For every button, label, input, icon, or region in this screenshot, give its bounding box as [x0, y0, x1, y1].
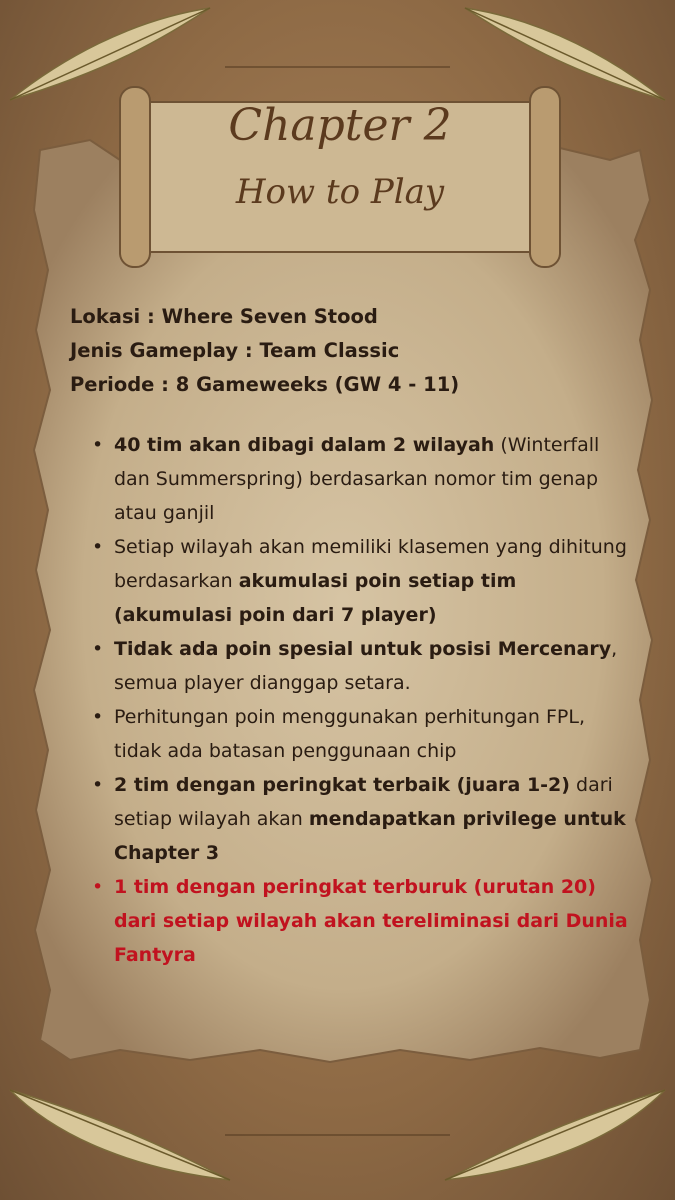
meta-block: [70, 300, 630, 402]
list-item: • Tidak ada poin spesial untuk posisi Mercenary, semua player dianggap setara.: [92, 632, 632, 700]
list-item: • Perhitungan poin menggunakan perhitungan FPL, tidak ada batasan penggunaan chip: [92, 700, 632, 768]
meta-period: Periode : 8 Gameweeks (GW 4 - 11): [70, 373, 460, 396]
rules-list: [92, 428, 632, 972]
bullet-icon: •: [92, 434, 104, 456]
bullet-icon: •: [92, 706, 104, 728]
bullet-icon: •: [92, 876, 104, 898]
chapter-title: Chapter 2: [228, 100, 452, 151]
bullet-icon: •: [92, 536, 104, 558]
list-item-elimination: • 1 tim dengan peringkat terburuk (urutan 20) dari setiap wilayah akan tereliminasi dari Dunia Fantyra: [92, 870, 632, 972]
list-item: • 40 tim akan dibagi dalam 2 wilayah (Winterfall dan Summerspring) berdasarkan nomor tim genap atau ganjil: [92, 428, 632, 530]
meta-gameplay: Jenis Gameplay : Team Classic: [70, 339, 400, 362]
chapter-subtitle: How to Play: [235, 172, 445, 212]
meta-location: Lokasi : Where Seven Stood: [70, 305, 378, 328]
bullet-icon: •: [92, 638, 104, 660]
list-item: • 2 tim dengan peringkat terbaik (juara 1-2) dari setiap wilayah akan mendapatkan privilege untuk Chapter 3: [92, 768, 632, 870]
list-item: • Setiap wilayah akan memiliki klasemen yang dihitung berdasarkan akumulasi poin setiap tim (akumulasi poin dari 7 player): [92, 530, 632, 632]
bullet-icon: •: [92, 774, 104, 796]
